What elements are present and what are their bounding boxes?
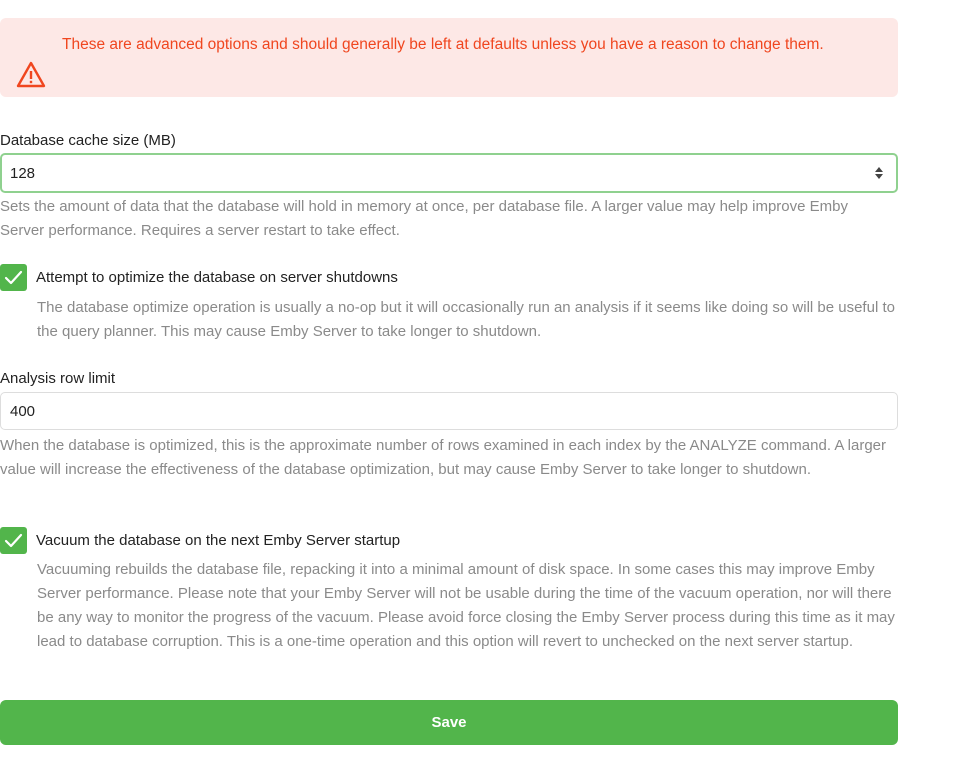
vacuum-startup-help: Vacuuming rebuilds the database file, repacking it into a minimal amount of disk space. In some cases this may improve Emby Server performance. Please note that your Emby Server will not be usable during the time of the vacuum operation, nor will there be any way to monitor the progress of the vacuum. Please avoid force closing the Emby Server process during this time as it may lead to database corruption. This is a one-time operation and this option will revert to unchecked on the next server startup.	[37, 561, 895, 650]
warning-triangle-icon	[16, 61, 46, 89]
analysis-row-limit-input[interactable]	[0, 392, 898, 430]
optimize-shutdown-help: The database optimize operation is usually a no-op but it will occasionally run an analysis if it seems like doing so will be useful to the query planner. This may cause Emby Server to take longer to shutdown.	[37, 299, 895, 340]
checkmark-icon	[4, 532, 23, 549]
save-button[interactable]: Save	[0, 700, 898, 745]
vacuum-startup-checkbox[interactable]	[0, 527, 27, 554]
warning-banner	[0, 18, 898, 97]
vacuum-startup-label[interactable]: Vacuum the database on the next Emby Server startup	[36, 532, 401, 549]
optimize-shutdown-checkbox[interactable]	[0, 264, 27, 291]
analysis-row-limit-label: Analysis row limit	[0, 370, 116, 387]
cache-size-input[interactable]	[0, 153, 898, 193]
warning-text: These are advanced options and should generally be left at defaults unless you have a reason to change them.	[62, 36, 824, 53]
cache-size-label: Database cache size (MB)	[0, 132, 176, 149]
cache-size-help: Sets the amount of data that the database will hold in memory at once, per database file. A larger value may help improve Emby Server performance. Requires a server restart to take effect.	[0, 198, 848, 239]
optimize-shutdown-label[interactable]: Attempt to optimize the database on server shutdowns	[36, 269, 398, 286]
analysis-row-limit-help: When the database is optimized, this is the approximate number of rows examined in each index by the ANALYZE command. A larger value will increase the effectiveness of the database optimization, but may cause Emby Server to take longer to shutdown.	[0, 437, 887, 478]
checkmark-icon	[4, 269, 23, 286]
number-spinner-icon[interactable]	[872, 164, 886, 182]
